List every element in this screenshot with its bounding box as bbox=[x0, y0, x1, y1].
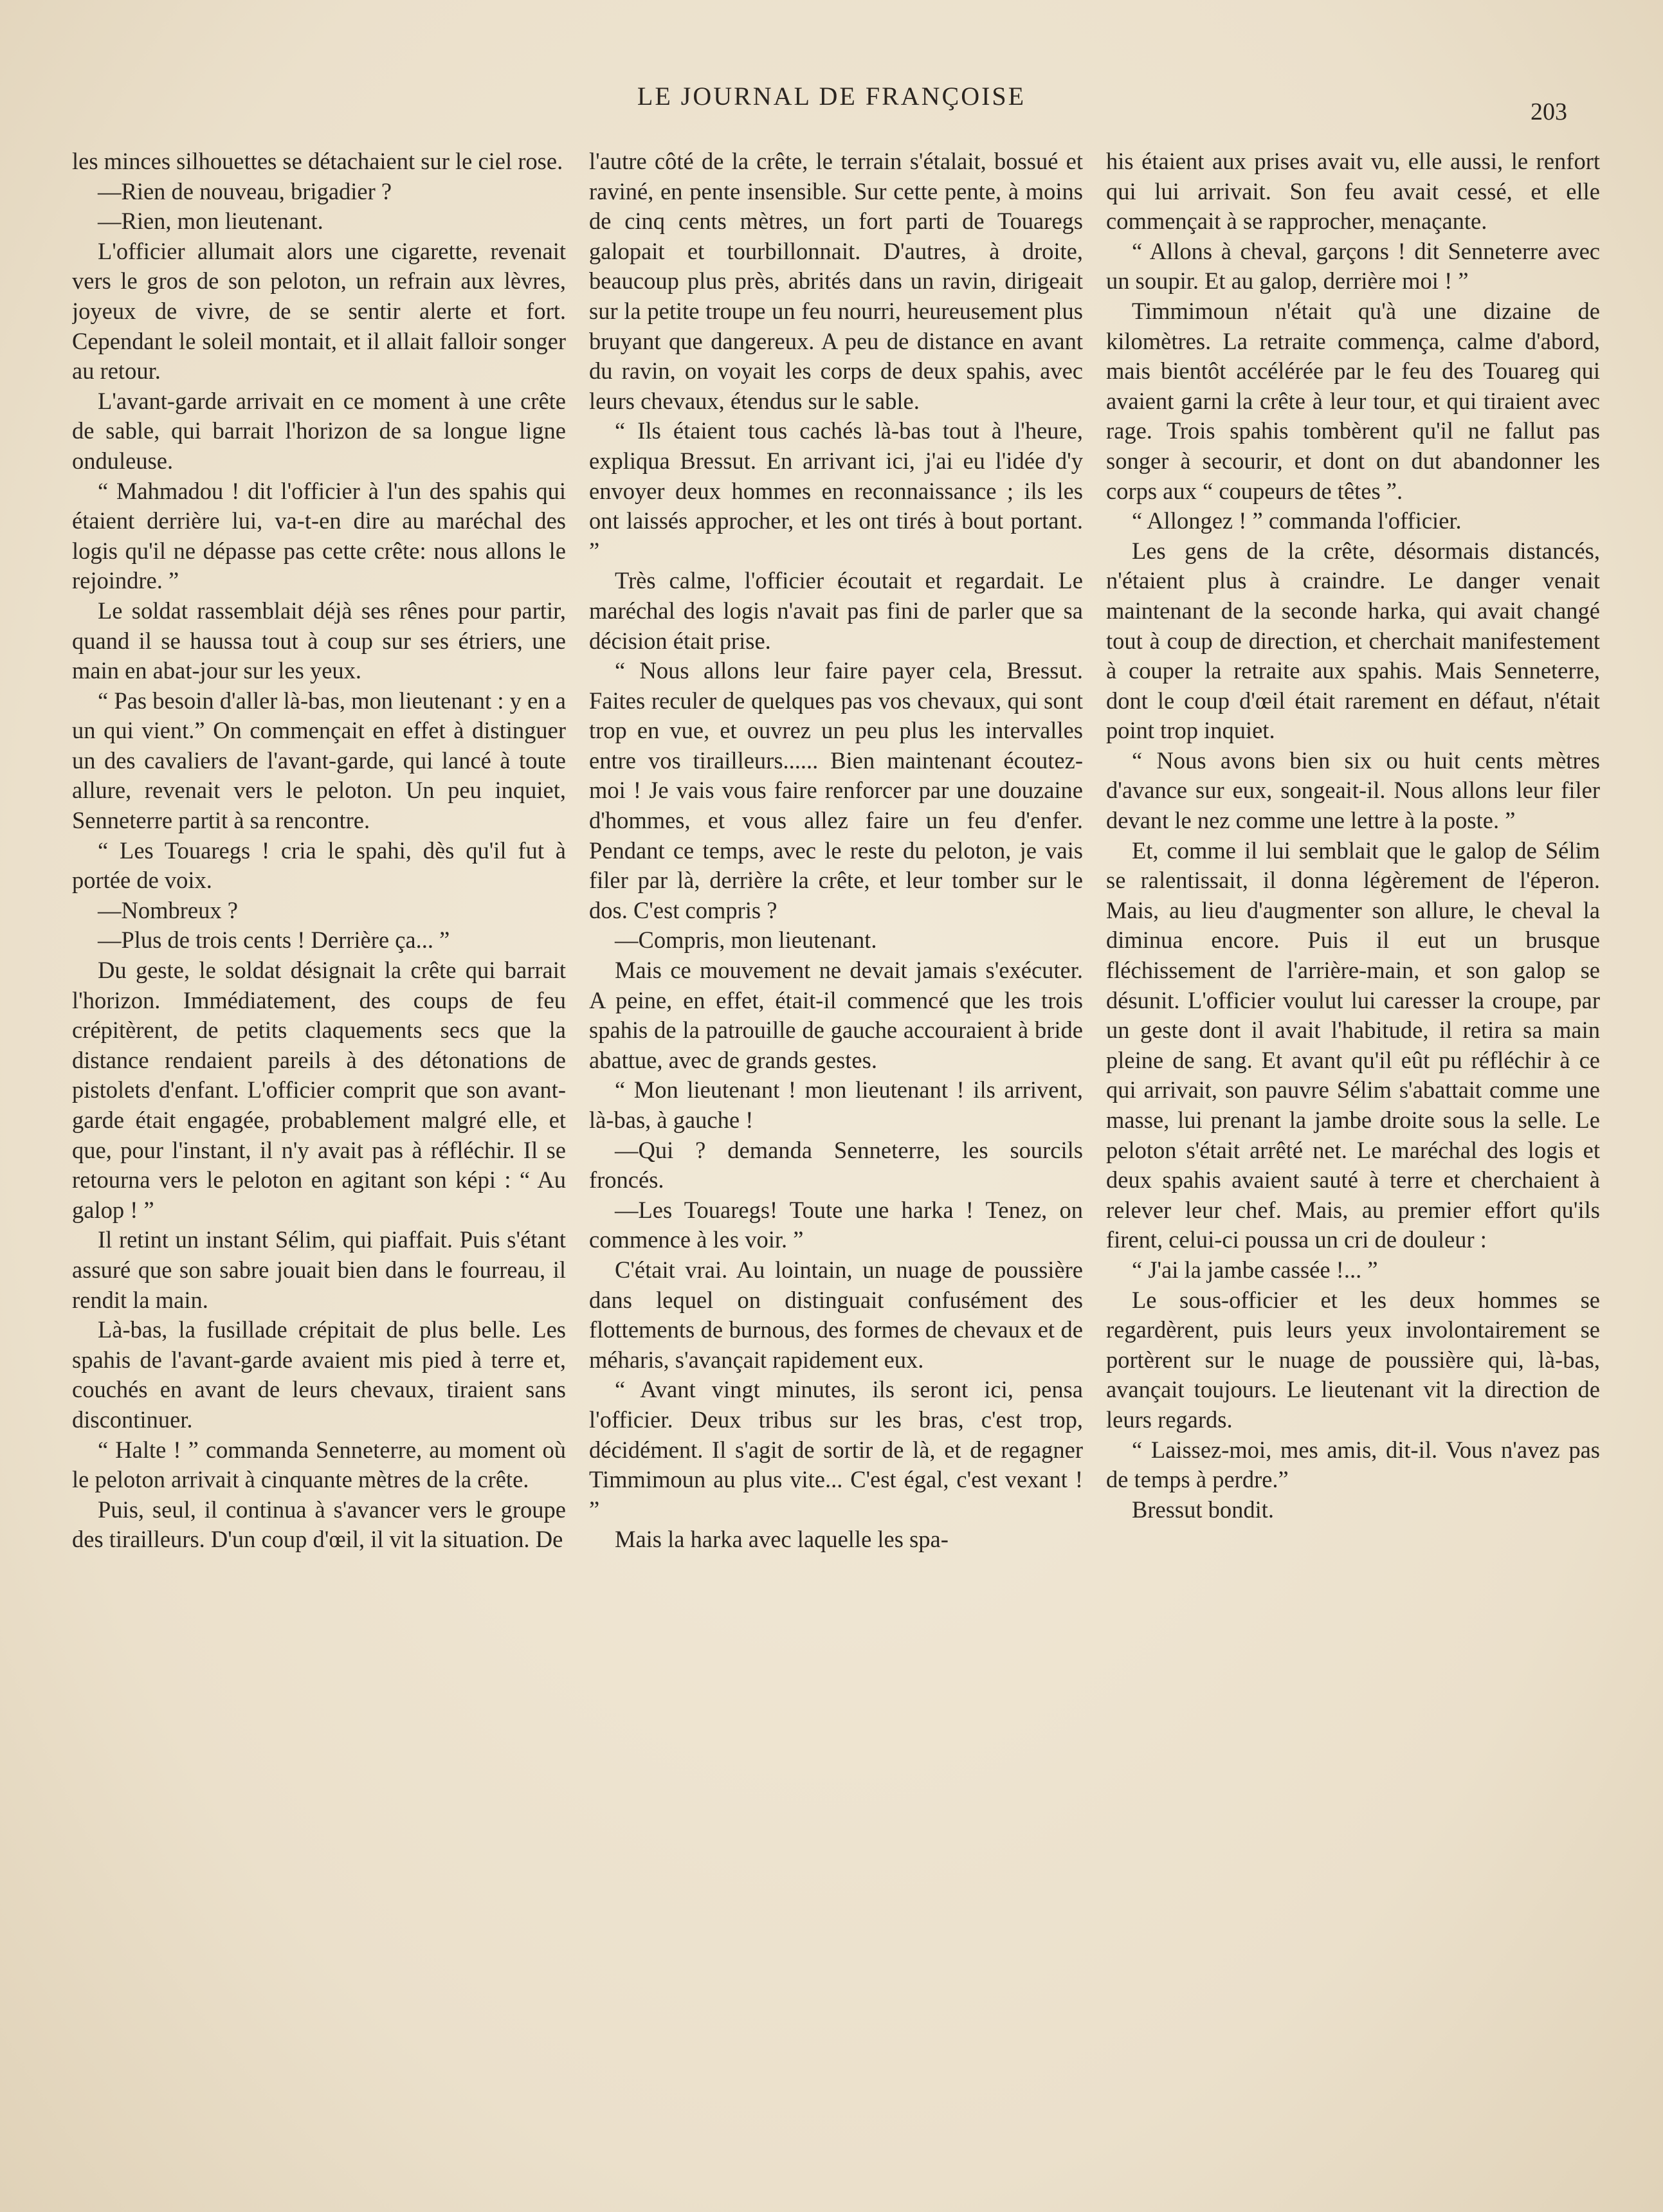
paragraph: Mais la harka avec laquelle les spa- bbox=[615, 1526, 949, 1553]
paragraph: —Rien, mon lieutenant. bbox=[98, 208, 323, 235]
paragraph: “ Nous allons leur faire payer cela, Bressut. Faites reculer de quelques pas vos chevaux, qui sont trop en vue, et ouvrez un peu plus les intervalles entre vos tirailleurs...... Bien maintenant écoutez-moi ! Je vais vous faire renforcer par une douzaine d'hommes, et vous allez faire un feu d'enfer. Pendant ce temps, avec le reste du peloton, je vais filer par là, derrière la crête, et leur tomber sur le dos. C'est compris ? bbox=[589, 657, 1083, 923]
paragraph: “ Nous avons bien six ou huit cents mètres d'avance sur eux, songeait-il. Nous allons leur filer devant le nez comme une lettre à la poste. ” bbox=[1106, 747, 1600, 834]
paragraph: “ Les Touaregs ! cria le spahi, dès qu'il fut à portée de voix. bbox=[72, 837, 566, 894]
paragraph: —Compris, mon lieutenant. bbox=[615, 927, 877, 954]
paragraph: L'officier allumait alors une cigarette, revenait vers le gros de son peloton, un refrain aux lèvres, joyeux de vivre, de se sentir alerte et fort. Cependant le soleil montait, et il allait falloir songer au retour. bbox=[72, 237, 566, 385]
paragraph: “ Avant vingt minutes, ils seront ici, pensa l'officier. Deux tribus sur les bras, c'est trop, décidément. Il s'agit de sortir de là, et de regagner Timmimoun au plus vite... C'est égal, c'est vexant ! ” bbox=[589, 1376, 1083, 1523]
paragraph: Le soldat rassemblait déjà ses rênes pour partir, quand il se haussa tout à coup sur ses étriers, une main en abat-jour sur les yeux. bbox=[72, 597, 566, 684]
paragraph: L'avant-garde arrivait en ce moment à une crête de sable, qui barrait l'horizon de sa longue ligne onduleuse. bbox=[72, 387, 566, 474]
paragraph: —Plus de trois cents ! Derrière ça... ” bbox=[98, 927, 450, 954]
text-column-1 bbox=[72, 147, 566, 2076]
paragraph: —Rien de nouveau, brigadier ? bbox=[98, 177, 392, 204]
paragraph: l'autre côté de la crête, le terrain s'étalait, bossué et raviné, en pente insensible. Sur cette pente, à moins de cinq cents mètres, un fort parti de Touaregs galopait et tourbillonnait. D'autres, à droite, beaucoup plus près, abrités dans un ravin, dirigeait sur la petite troupe un feu nourri, heureusement plus bruyant que dangereux. A peu de distance en avant du ravin, on voyait les corps de deux spahis, avec leurs chevaux, étendus sur le sable. bbox=[589, 148, 1083, 414]
paragraph: Mais ce mouvement ne devait jamais s'exécuter. A peine, en effet, était-il commencé que les trois spahis de la patrouille de gauche accouraient à bride abattue, avec de grands gestes. bbox=[589, 957, 1083, 1073]
paragraph: “ Allons à cheval, garçons ! dit Senneterre avec un soupir. Et au galop, derrière moi ! ” bbox=[1106, 237, 1600, 295]
paragraph: —Qui ? demanda Senneterre, les sourcils froncés. bbox=[589, 1136, 1083, 1193]
paragraph: “ Pas besoin d'aller là-bas, mon lieutenant : y en a un qui vient.” On commençait en effet à distinguer un des cavaliers de l'avant-garde, qui lancé à toute allure, revenait vers le peloton. Un peu inquiet, Senneterre partit à sa rencontre. bbox=[72, 687, 566, 834]
paragraph: Timmimoun n'était qu'à une dizaine de kilomètres. La retraite commença, calme d'abord, mais bientôt accélérée par le feu des Touareg qui avaient garni la crête à leur tour, et qui tiraient avec rage. Trois spahis tombèrent qu'il ne fallut pas songer à secourir, et dont on dut abandonner les corps aux “ coupeurs de têtes ”. bbox=[1106, 297, 1600, 504]
paragraph: Il retint un instant Sélim, qui piaffait. Puis s'étant assuré que son sabre jouait bien dans le fourreau, il rendit la main. bbox=[72, 1226, 566, 1313]
paragraph: Du geste, le soldat désignait la crête qui barrait l'horizon. Immédiatement, des coups de feu crépitèrent, de petits claquements secs que la distance rendaient pareils à des détonations de pistolets d'enfant. L'officier comprit que son avant-garde était engagée, probablement malgré elle, et que, pour l'instant, il n'y avait pas à réfléchir. Il se retourna vers le peloton en agitant son képi : “ Au galop ! ” bbox=[72, 957, 566, 1223]
paragraph: C'était vrai. Au lointain, un nuage de poussière dans lequel on distinguait confusément des flottements de burnous, des formes de chevaux et de méharis, s'avançait rapidement eux. bbox=[589, 1256, 1083, 1373]
text-columns bbox=[72, 147, 1600, 2076]
paragraph: Bressut bondit. bbox=[1132, 1496, 1275, 1523]
text-column-2 bbox=[589, 147, 1083, 2076]
paragraph: “ Allongez ! ” commanda l'officier. bbox=[1132, 507, 1462, 534]
page-number: 203 bbox=[1531, 98, 1567, 125]
paragraph: —Nombreux ? bbox=[98, 896, 238, 923]
paragraph: Là-bas, la fusillade crépitait de plus belle. Les spahis de l'avant-garde avaient mis pied à terre et, couchés en avant de leurs chevaux, tiraient sans discontinuer. bbox=[72, 1316, 566, 1433]
paragraph: Le sous-officier et les deux hommes se regardèrent, puis leurs yeux involontairement se portèrent sur le nuage de poussière qui, là-bas, avançait toujours. Le lieutenant vit la direction de leurs regards. bbox=[1106, 1286, 1600, 1433]
paragraph: les minces silhouettes se détachaient sur le ciel rose. bbox=[72, 148, 563, 174]
running-head: LE JOURNAL DE FRANÇOISE bbox=[637, 82, 1026, 111]
paragraph: “ Mon lieutenant ! mon lieutenant ! ils arrivent, là-bas, à gauche ! bbox=[589, 1076, 1083, 1133]
paragraph: Les gens de la crête, désormais distancés, n'étaient plus à craindre. Le danger venait maintenant de la seconde harka, qui avait changé tout à coup de direction, et cherchait manifestement à couper la retraite aux spahis. Mais Senneterre, dont le coup d'œil était rarement en défaut, n'était point trop inquiet. bbox=[1106, 537, 1600, 744]
paragraph: “ Halte ! ” commanda Senneterre, au moment où le peloton arrivait à cinquante mètres de la crête. bbox=[72, 1436, 566, 1493]
paragraph: “ J'ai la jambe cassée !... ” bbox=[1132, 1256, 1378, 1283]
paragraph: his étaient aux prises avait vu, elle aussi, le renfort qui lui arrivait. Son feu avait cessé, et elle commençait à se rapprocher, menaçante. bbox=[1106, 148, 1600, 235]
text-column-3 bbox=[1106, 147, 1600, 2076]
paragraph: “ Ils étaient tous cachés là-bas tout à l'heure, expliqua Bressut. En arrivant ici, j'ai eu l'idée d'y envoyer deux hommes en reconnaissance ; ils les ont laissés approcher, et les ont tirés à bout portant. ” bbox=[589, 417, 1083, 564]
paragraph: “ Laissez-moi, mes amis, dit-il. Vous n'avez pas de temps à perdre.” bbox=[1106, 1436, 1600, 1493]
paragraph: Très calme, l'officier écoutait et regardait. Le maréchal des logis n'avait pas fini de parler que sa décision était prise. bbox=[589, 567, 1083, 654]
paragraph: “ Mahmadou ! dit l'officier à l'un des spahis qui étaient derrière lui, va-t-en dire au maréchal des logis qu'il ne dépasse pas cette crête: nous allons le rejoindre. ” bbox=[72, 477, 566, 594]
paragraph: Et, comme il lui semblait que le galop de Sélim se ralentissait, il donna légèrement de l'éperon. Mais, au lieu d'augmenter son allure, le cheval la diminua encore. Puis il eut un brusque fléchissement de l'arrière-main, et son galop se désunit. L'officier voulut lui caresser la croupe, par un geste dont il avait l'habitude, il retira sa main pleine de sang. Et avant qu'il eût pu réfléchir à ce qui arrivait, son pauvre Sélim s'abattait comme une masse, lui prenant la jambe droite sous la selle. Le peloton s'était arrêté net. Le maréchal des logis et deux spahis avaient sauté à terre et cherchaient à relever leur chef. Mais, au premier effort qu'ils firent, celui-ci poussa un cri de douleur : bbox=[1106, 837, 1600, 1253]
paragraph: Puis, seul, il continua à s'avancer vers le groupe des tirailleurs. D'un coup d'œil, il vit la situation. De bbox=[72, 1496, 566, 1553]
paragraph: —Les Touaregs! Toute une harka ! Tenez, on commence à les voir. ” bbox=[589, 1196, 1083, 1253]
